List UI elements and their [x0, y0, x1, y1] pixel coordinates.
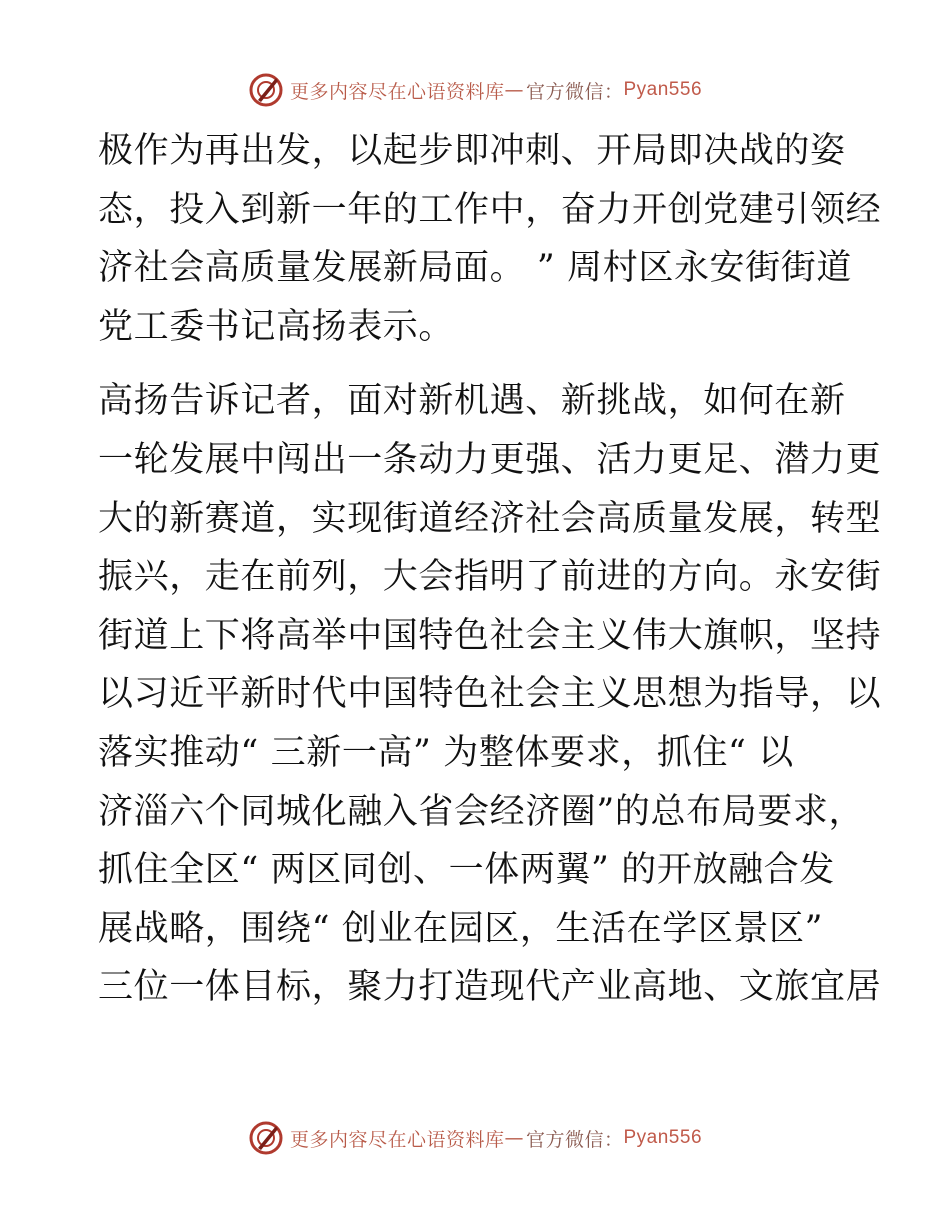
text-line: 三位一体目标，聚力打造现代产业高地、文旅宜居 — [98, 967, 882, 1008]
text-line: 落实推动“ 三新一高” 为整体要求，抓住“ 以 — [98, 732, 794, 773]
text-line: 高扬告诉记者，面对新机遇、新挑战，如何在新 — [98, 381, 846, 422]
text-line: 振兴，走在前列，大会指明了前进的方向。永安街 — [98, 557, 882, 598]
footer-banner — [0, 1118, 950, 1158]
banner-wechat-label: 官方微信： — [525, 1128, 624, 1151]
quill-logo-icon — [248, 1120, 284, 1156]
text-line: 态，投入到新一年的工作中，奋力开创党建引领经 — [98, 189, 882, 230]
text-line: 党工委书记高扬表示。 — [98, 306, 455, 347]
text-line: 济社会高质量发展新局面。 ” 周村区永安街街道 — [98, 248, 852, 289]
document-body — [98, 122, 882, 1017]
banner-wechat-id: Pyan556 — [623, 1127, 703, 1148]
header-banner — [0, 70, 950, 110]
paragraph-1 — [98, 122, 882, 356]
paragraph-2 — [98, 372, 882, 1017]
text-line: 抓住全区“ 两区同创、一体两翼” 的开放融合发 — [98, 850, 835, 891]
quill-logo-icon — [248, 72, 284, 108]
text-line: 大的新赛道，实现街道经济社会高质量发展，转型 — [98, 498, 882, 539]
text-line: 街道上下将高举中国特色社会主义伟大旗帜，坚持 — [98, 615, 882, 656]
banner-tagline: 更多内容尽在心语资料库 — [289, 80, 505, 103]
banner-wechat-id: Pyan556 — [623, 79, 703, 100]
text-line: 一轮发展中闯出一条动力更强、活力更足、潜力更 — [98, 439, 882, 480]
text-line: 济淄六个同城化融入省会经济圈”的总布局要求， — [98, 791, 865, 832]
banner-wechat-label: 官方微信： — [525, 80, 624, 103]
text-line: 展战略，围绕“ 创业在园区，生活在学区景区” — [98, 908, 824, 949]
paragraph-gap — [98, 356, 850, 372]
text-line: 以习近平新时代中国特色社会主义思想为指导，以 — [98, 674, 882, 715]
text-line: 极作为再出发，以起步即冲刺、开局即决战的姿 — [98, 131, 846, 171]
banner-dash: — — [504, 79, 524, 101]
banner-tagline: 更多内容尽在心语资料库 — [289, 1128, 505, 1151]
banner-dash: — — [504, 1127, 524, 1149]
